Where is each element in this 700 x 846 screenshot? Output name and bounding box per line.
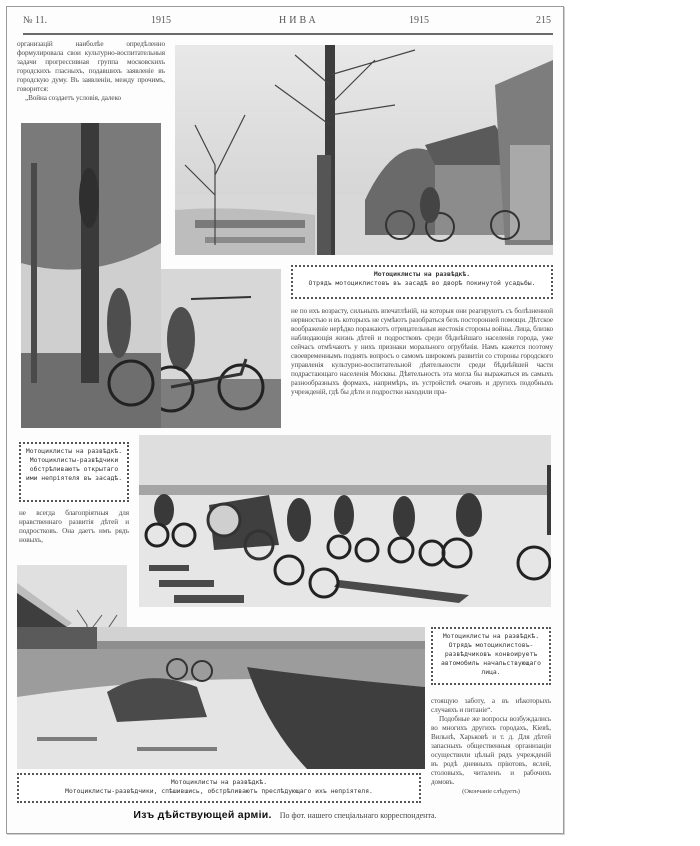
paragraph: организацiй наиболѣе опредѣленно формулировала свои культурно-воспитательныя задачи прогрессивная группа московскихъ городскихъ гласныхъ, подавшихъ заявленiе въ городскую думу. Въ заявленiи, между прочимъ, говорится: xyxy=(17,40,165,93)
continued-note: (Окончанiе слѣдуетъ) xyxy=(462,788,520,795)
magazine-title: НИВА xyxy=(279,15,319,26)
caption-text: Отрядъ мотоциклистовъ въ засадѣ во дворѣ покинутой усадьбы. xyxy=(308,279,536,287)
caption-farmyard xyxy=(291,265,553,299)
photo-motorcycle-column xyxy=(139,435,551,607)
photo-credit: По фот. нашего спецiальнаго корреспондента. xyxy=(279,811,437,820)
paragraph: Подобные же вопросы возбуждались во многихъ другихъ городахъ, Кiевѣ, Вильнѣ, Харьковѣ и т. д. Для дѣтей запасныхъ общественныя организацiи осуществили цѣлый рядъ учрежденiй въ родѣ дневныхъ прiютовъ, яслей, столовыхъ, читаленъ и рабочихъ домовъ. xyxy=(431,715,551,786)
paragraph: стоящую заботу, а въ нѣкоторыхъ случаяхъ и питанiе“. xyxy=(431,697,551,714)
caption-convoy: Мотоциклисты на развѣдкѣ. Отрядъ мотоциклистовъ-развѣдчиковъ конвоируетъ автомобиль начальствующаго лица. xyxy=(431,627,551,685)
text-top-left xyxy=(17,40,165,103)
photo-tree-lookout xyxy=(21,123,161,428)
photo-rifleman-motorcycle xyxy=(161,269,281,428)
running-header xyxy=(17,15,553,29)
photo-farmyard xyxy=(175,45,553,255)
caption-title: Мотоциклисты на развѣдкѣ. xyxy=(170,778,268,786)
magazine-page xyxy=(6,6,564,834)
year-right: 1915 xyxy=(409,15,429,26)
text-right-bottom xyxy=(431,697,551,796)
photo-trench xyxy=(17,627,425,769)
caption-ambush: Мотоциклисты на развѣдкѣ. Мотоциклисты-развѣдчики обстрѣливаютъ открытаго ими непрiятеля въ засадѣ. xyxy=(19,442,129,502)
caption-title: Мотоциклисты на развѣдкѣ. xyxy=(373,270,471,278)
text-left-middle: не всегда благопрiятныя для нравственнаго развитiя дѣтей и подростковъ. Она даетъ имъ рядъ новыхъ, xyxy=(19,509,129,544)
page-number: 215 xyxy=(536,15,551,26)
caption-trench xyxy=(17,773,421,803)
caption-text: Мотоциклисты-развѣдчики, спѣшившись, обстрѣливаютъ преслѣдующаго ихъ непрiятеля. xyxy=(65,787,373,795)
issue-number: № 11. xyxy=(23,15,48,26)
year-left: 1915 xyxy=(151,15,171,26)
header-rule xyxy=(23,33,553,35)
section-footer xyxy=(7,809,563,821)
quote-start: „Война создаетъ условiя, далеко xyxy=(25,94,122,102)
text-middle-right: не по ихъ возрасту, сильныхъ впечатлѣнiй, на которыя они реагируютъ съ болѣзненной нервностью и въ которыхъ не сумѣютъ разобраться безъ посторонней помощи. Дѣтское воображенiе нерѣдко поражаютъ отрицательныя жестокiя стороны войны. Лица, близко наблюдающiя жизнь дѣтей и подростковъ среди бѣднѣйшаго населенiя города, уже сейчасъ отмѣчаютъ у нихъ признаки морального огрубѣнiя. Намъ кажется поэтому своевременнымъ поднять вопросъ о самомъ широкомъ развитiи со стороны городского управленiя культурно-воспитательной дѣятельности среди бѣднѣйшей части подрастающаго населенiя Москвы. Дѣятельность эта могла бы выражаться въ самыхъ разнообразныхъ формахъ, напримѣръ, въ устройствѣ очаговъ и другихъ подобныхъ учрежденiй, гдѣ бы дѣти и подростки находили пра- xyxy=(291,307,553,396)
section-title: Изъ дѣйствующей армiи. xyxy=(133,809,272,821)
